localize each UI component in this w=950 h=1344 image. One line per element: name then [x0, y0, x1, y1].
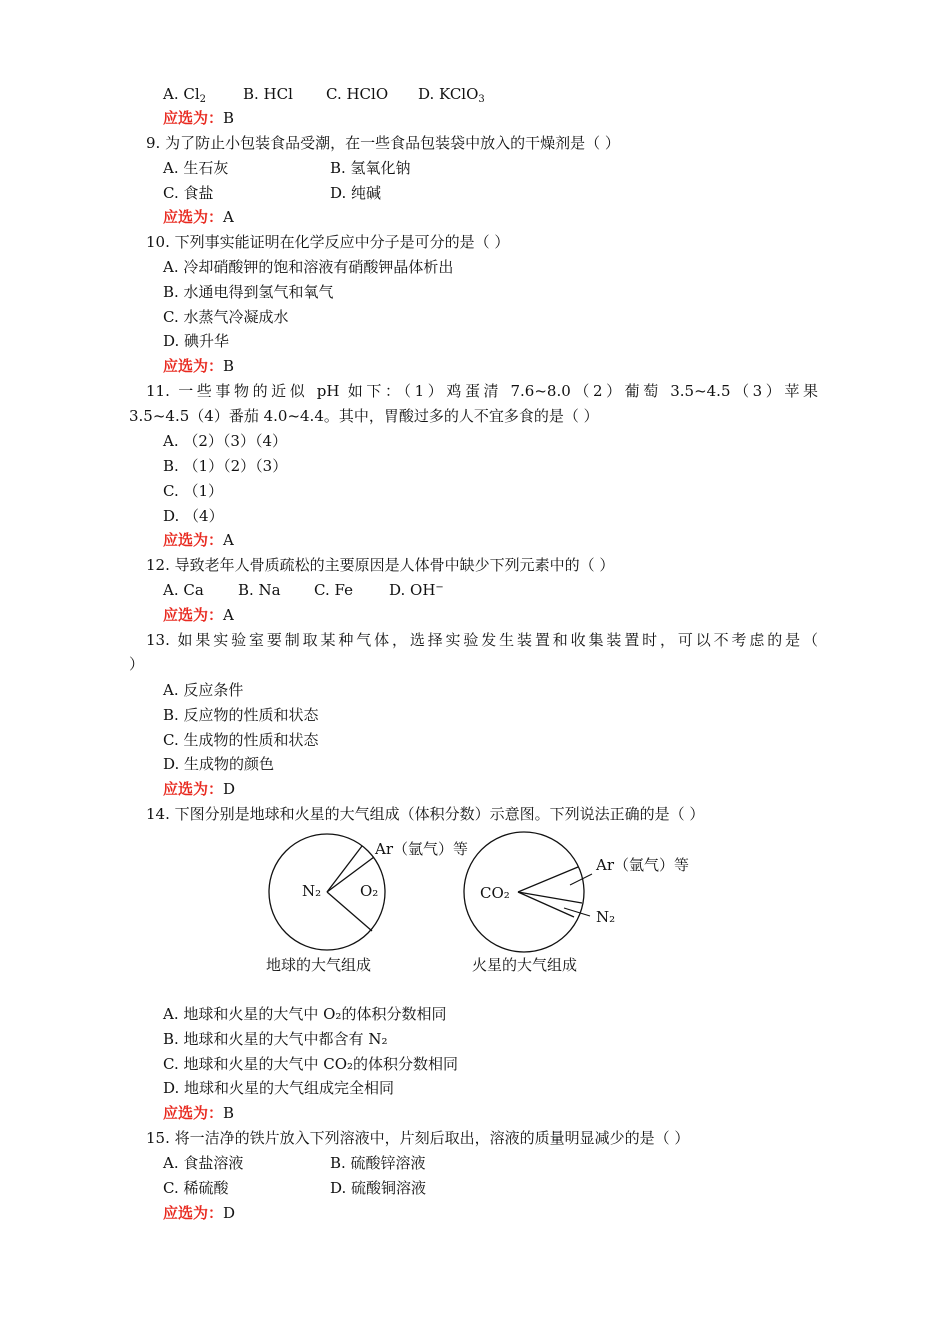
q13-option-d: D. 生成物的颜色	[163, 755, 275, 773]
q10-option-a: A. 冷却硝酸钾的饱和溶液有硝酸钾晶体析出	[163, 258, 454, 276]
q11-stem-line1: 11. 一些事物的近似 pH 如下：（1）鸡蛋清 7.6~8.0（2）葡萄 3.5~4.5（3）苹果	[146, 382, 818, 400]
q13-option-a: A. 反应条件	[163, 681, 244, 699]
q13-answer	[163, 779, 235, 799]
mars-leader-ar	[570, 874, 592, 885]
q13-stem-line2: ）	[129, 655, 145, 673]
answer-label: 应选为：	[163, 357, 224, 375]
q8-answer	[163, 108, 234, 128]
q12-answer	[163, 605, 234, 625]
q14-option-c: C. 地球和火星的大气中 CO₂的体积分数相同	[163, 1055, 459, 1073]
q11-option-c: C. （1）	[163, 482, 224, 500]
q10-answer	[163, 356, 234, 376]
mars-label-n2: N₂	[596, 908, 616, 926]
answer-value: B	[223, 109, 235, 127]
q13-option-b: B. 反应物的性质和状态	[163, 706, 319, 724]
q14-option-d: D. 地球和火星的大气组成完全相同	[163, 1079, 395, 1097]
q14-stem: 14. 下图分别是地球和火星的大气组成（体积分数）示意图。下列说法正确的是（ ）	[146, 805, 705, 823]
mars-caption: 火星的大气组成	[472, 956, 578, 974]
q8-option-c: C. HClO	[326, 85, 389, 103]
q15-option-b: B. 硫酸锌溶液	[330, 1154, 426, 1172]
q10-option-d: D. 碘升华	[163, 332, 230, 350]
mars-divider-2	[518, 892, 582, 903]
earth-divider-top	[327, 846, 362, 892]
earth-pie	[266, 834, 468, 974]
answer-value: A	[223, 606, 234, 624]
q8-option-a: A. $Cl_2$	[163, 85, 207, 105]
q9-option-a: A. 生石灰	[163, 159, 229, 177]
answer-label: 应选为：	[163, 531, 224, 549]
answer-value: B	[223, 357, 235, 375]
q8-option-b: B. HCl	[243, 85, 293, 103]
answer-label: 应选为：	[163, 1104, 224, 1122]
q14-option-a: A. 地球和火星的大气中 O₂的体积分数相同	[163, 1005, 447, 1023]
q13-option-c: C. 生成物的性质和状态	[163, 731, 319, 749]
earth-caption: 地球的大气组成	[266, 956, 372, 974]
answer-label: 应选为：	[163, 1204, 224, 1222]
q15-option-a: A. 食盐溶液	[163, 1154, 244, 1172]
mars-divider-3	[518, 892, 574, 917]
answer-value: A	[223, 208, 234, 226]
q11-option-b: B. （1）（2）（3）	[163, 457, 288, 475]
answer-label: 应选为：	[163, 780, 224, 798]
earth-label-o2: O₂	[360, 882, 379, 900]
answer-value: A	[223, 531, 234, 549]
q12-stem: 12. 导致老年人骨质疏松的主要原因是人体骨中缺少下列元素中的（ ）	[146, 556, 615, 574]
q14-answer	[163, 1103, 234, 1123]
q15-option-d: D. 硫酸铜溶液	[330, 1179, 427, 1197]
q10-option-c: C. 水蒸气冷凝成水	[163, 308, 289, 326]
answer-label: 应选为：	[163, 208, 224, 226]
q14-option-b: B. 地球和火星的大气中都含有 N₂	[163, 1030, 388, 1048]
mars-label-co2: CO₂	[480, 884, 510, 902]
q12-option-b: B. Na	[238, 581, 281, 599]
atmosphere-composition-figure	[262, 830, 712, 980]
q11-answer	[163, 530, 234, 550]
answer-value: B	[223, 1104, 235, 1122]
q9-option-c: C. 食盐	[163, 184, 214, 202]
q10-option-b: B. 水通电得到氢气和氧气	[163, 283, 334, 301]
q9-stem: 9. 为了防止小包装食品受潮，在一些食品包装袋中放入的干燥剂是（ ）	[146, 134, 620, 152]
q15-stem: 15. 将一洁净的铁片放入下列溶液中，片刻后取出，溶液的质量明显减少的是（ ）	[146, 1129, 690, 1147]
earth-label-ar: Ar（氩气）等	[375, 840, 469, 858]
q11-option-d: D. （4）	[163, 507, 224, 525]
mars-pie	[464, 832, 689, 974]
q9-option-b: B. 氢氧化钠	[330, 159, 411, 177]
q15-option-c: C. 稀硫酸	[163, 1179, 229, 1197]
answer-label: 应选为：	[163, 606, 224, 624]
mars-label-ar: Ar（氩气）等	[596, 856, 690, 874]
answer-value: D	[223, 780, 236, 798]
q9-option-d: D. 纯碱	[330, 184, 382, 202]
q12-option-a: A. Ca	[163, 581, 204, 599]
answer-value: D	[223, 1204, 236, 1222]
q15-answer	[163, 1203, 235, 1223]
q9-answer	[163, 207, 234, 227]
earth-label-n2: N₂	[302, 882, 322, 900]
q13-stem-line1: 13. 如果实验室要制取某种气体，选择实验发生装置和收集装置时，可以不考虑的是（	[146, 631, 818, 649]
q10-stem: 10. 下列事实能证明在化学反应中分子是可分的是（ ）	[146, 233, 510, 251]
q12-option-d: D. OH−	[389, 581, 444, 599]
q11-option-a: A. （2）（3）（4）	[163, 432, 287, 450]
mars-divider-1	[518, 867, 578, 892]
q12-option-c: C. Fe	[314, 581, 353, 599]
q8-option-d: D. KClO$_3$	[418, 85, 485, 105]
q11-stem-line2: 3.5~4.5（4）番茄 4.0~4.4。其中，胃酸过多的人不宜多食的是（ ）	[129, 407, 599, 425]
answer-label: 应选为：	[163, 109, 224, 127]
